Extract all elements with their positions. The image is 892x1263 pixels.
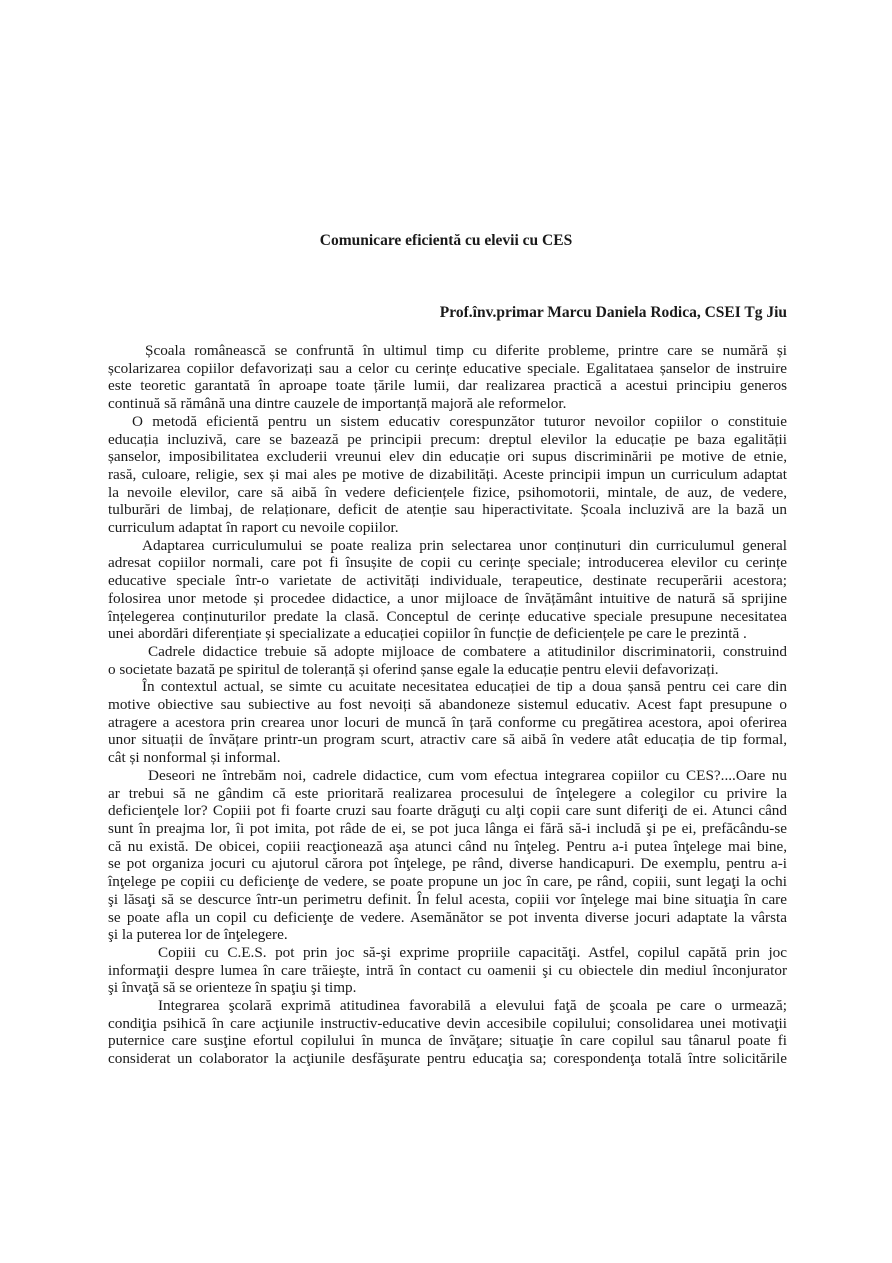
paragraph-line: condiţia psihică în care acţiunile instructiv-educative devin accesibile copilului; consolidarea unei motivaţii <box>108 1014 787 1032</box>
paragraph-line: se poate afla un copil cu deficienţe de vedere. Asemănător se pot inventa diverse jocuri adaptate la vârsta <box>108 908 787 926</box>
paragraph-line: înțelegerea conținuturilor predate la clasă. Conceptul de cerințe educative speciale presupune necesitatea <box>108 607 787 625</box>
author-line: Prof.înv.primar Marcu Daniela Rodica, CSEI Tg Jiu <box>439 304 787 321</box>
paragraph-line: adresat copiilor normali, care pot fi însușite de copii cu cerințe speciale; introducerea elevilor cu cerințe <box>108 554 787 572</box>
paragraph-line: şi învaţă să se orienteze în spaţiu şi timp. <box>108 979 357 997</box>
paragraph-line: deficienţele lor? Copiii pot fi foarte cruzi sau foarte drăguţi cu alţi copii care sunt diferiţi de ei. Atunci când <box>108 802 787 820</box>
paragraph-line: continuă să rămână una dintre cauzele de importanță majoră ale reformelor. <box>108 395 567 413</box>
paragraph <box>108 342 787 413</box>
paragraph-line: se pot organiza jocuri cu ajutorul cărora pot înţelege, pe rând, diverse handicapuri. De exemplu, pentru a-i <box>108 855 787 873</box>
paragraph-line: şi lăsaţi să se descurce într-un perimetru definit. În felul acesta, copiii vor înţelege mai bine situaţia în care <box>108 890 787 908</box>
paragraph-line: Școala românească se confruntă în ultimul timp cu diferite probleme, printre care se numără și <box>145 342 787 359</box>
paragraph-line: folosirea unor metode și procedee didactice, a unor mijloace de învățământ intuitive de natură să sprijine <box>108 589 787 607</box>
paragraph <box>108 413 787 537</box>
paragraph-line: educative speciale într-o varietate de activități individuale, terapeutice, destinate recuperării acestora; <box>108 572 787 590</box>
paragraph-line: considerat un colaborator la acţiunile desfăşurate pentru educaţia sa; corespondenţa totală între solicitările <box>108 1050 787 1068</box>
document-title: Comunicare eficientă cu elevii cu CES <box>319 232 573 249</box>
paragraph-line: Integrarea şcolară exprimă atitudinea favorabilă a elevului faţă de şcoala pe care o urmează; <box>158 997 787 1015</box>
paragraph-line: ar trebui să ne gândim că este prioritară realizarea procesului de înţelegere a colegilor cu privire la <box>108 784 787 802</box>
paragraph-line: Deseori ne întrebăm noi, cadrele didactice, cum vom efectua integrarea copiilor cu CES?....Oare nu <box>148 766 787 784</box>
paragraph-line: informaţii despre lumea în care trăieşte, intră în contact cu oamenii şi cu obiectele din mediul înconjurator <box>108 961 787 979</box>
paragraph-line: O metodă eficientă pentru un sistem educativ corespunzător tuturor nevoilor copiilor o constituie <box>132 412 787 430</box>
paragraph-line: curriculum adaptat în raport cu nevoile copiilor. <box>108 519 399 537</box>
paragraph <box>108 997 787 1068</box>
paragraph-line: Copiii cu C.E.S. pot prin joc să-şi exprime propriile capacităţi. Astfel, copilul capătă prin joc <box>158 943 787 961</box>
paragraph-line: că nu există. De obicei, copiii reacţionează aşa atunci când nu înţeleg. Pentru a-i putea înţelege mai bine, <box>108 837 787 855</box>
paragraph-line: cât și nonformal și informal. <box>108 749 281 767</box>
paragraph <box>108 944 787 997</box>
paragraph-line: atragere a acestora prin crearea unor locuri de muncă în țară conforme cu pregătirea acestora, apoi oferirea <box>108 713 787 731</box>
paragraph-line: șanselor, imposibilitatea excluderii vreunui elev din educație ori supus discriminării pe motive de etnie, <box>108 448 787 466</box>
paragraph-line: la nevoile elevilor, care să aibă în vedere deficiențele fizice, psihomotorii, mintale, de auz, de vedere, <box>108 483 787 501</box>
paragraph-line: o societate bazată pe spiritul de toleranță și oferind șanse egale la educație pentru elevii defavorizați. <box>108 660 719 678</box>
paragraph-line: educația incluzivă, care se bazează pe principii precum: dreptul elevilor la educație pe baza egalității <box>108 430 787 448</box>
paragraph <box>108 537 787 643</box>
paragraph-line: Cadrele didactice trebuie să adopte mijloace de combatere a atitudinilor discriminatorii, construind <box>148 642 787 660</box>
paragraph-line: sunt în preajma lor, îi pot imita, pot râde de ei, se pot juca lânga ei fără să-i includă şi pe ei, prefăcându-se <box>108 819 787 837</box>
document-body <box>108 342 787 1068</box>
paragraph-line: școlarizarea copiilor defavorizați sau a celor cu cerințe educative speciale. Egalitataea șanselor de instruire <box>108 359 787 377</box>
paragraph-line: unei abordări diferențiate și specializate a educației copiilor în funcție de deficiențele pe care le prezintă . <box>108 625 747 643</box>
paragraph-line: unor situații de învățare printr-un program scurt, atractiv care să aibă în vedere atât educația de tip formal, <box>108 731 787 749</box>
paragraph <box>108 643 787 678</box>
paragraph-line: este teoretic garantată în aproape toate țările lumii, dar realizarea practică a acestui principiu generos <box>108 377 787 395</box>
paragraph-line: În contextul actual, se simte cu acuitate necesitatea educației de tip a doua șansă pentru cei care din <box>142 678 787 696</box>
paragraph-line: şi la puterea lor de înţelegere. <box>108 926 288 944</box>
paragraph-line: puternice care susţine efortul copilului în munca de învăţare; situaţie în care copilul sau tânarul poate fi <box>108 1032 787 1050</box>
paragraph-line: rasă, culoare, religie, sex și mai ales pe motive de dizabilități. Aceste principii impun un curriculum adaptat <box>108 465 787 483</box>
paragraph <box>108 678 787 767</box>
paragraph <box>108 767 787 944</box>
paragraph-line: tulburări de limbaj, de relaționare, deficit de atenție sau hiperactivitate. Școala incluzivă are la bază un <box>108 501 787 519</box>
paragraph-line: Adaptarea curriculumului se poate realiza prin selectarea unor conținuturi din curriculumul general <box>142 536 787 554</box>
paragraph-line: motive obiective sau subiective au fost nevoiți să abandoneze sistemul educativ. Acest fapt presupune o <box>108 696 787 714</box>
paragraph-line: înţelege pe copiii cu deficienţe de vedere, se poate propune un joc în care, pe rând, copiii, sunt legaţi la ochi <box>108 873 787 891</box>
